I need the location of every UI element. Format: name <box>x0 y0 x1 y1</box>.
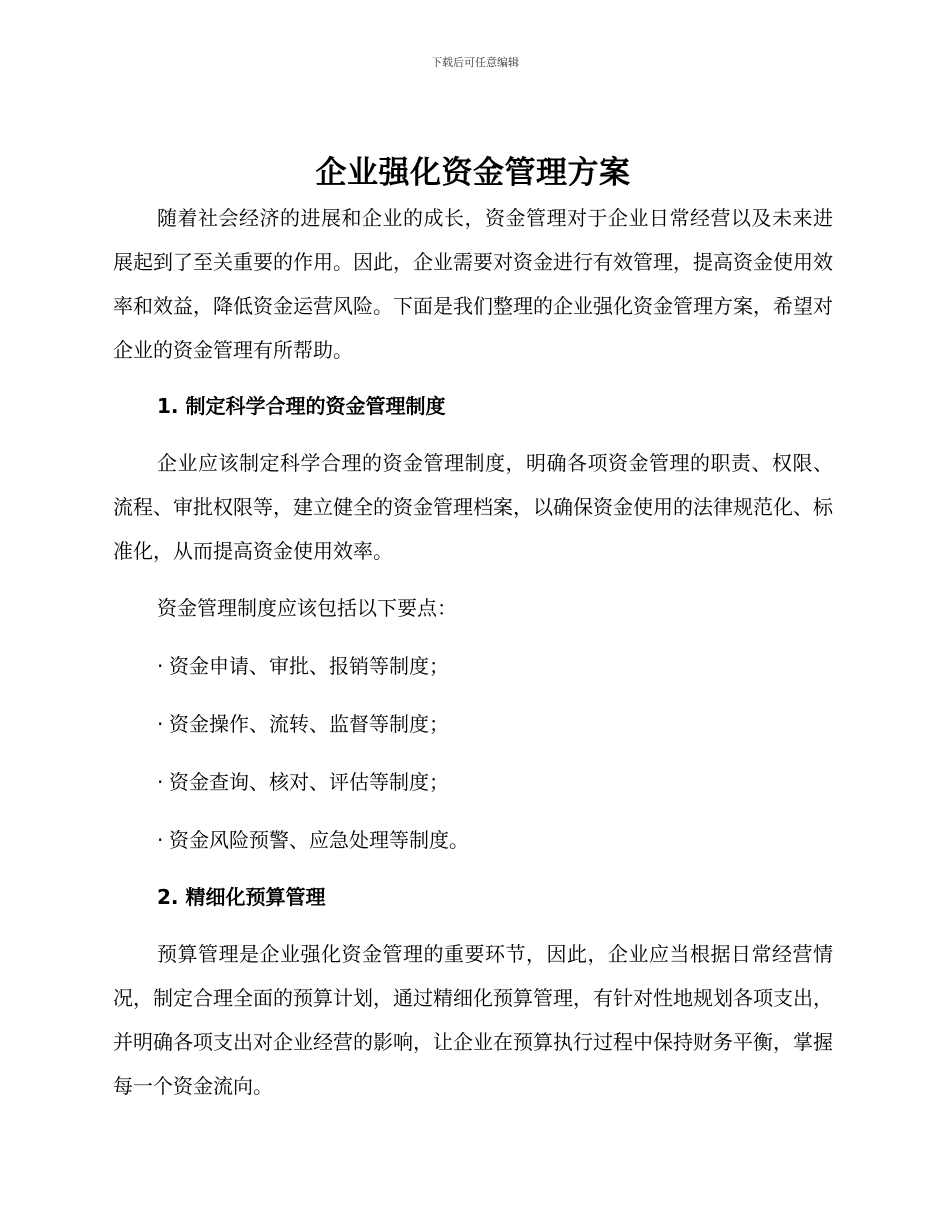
bullet-dot-icon: · <box>157 770 164 794</box>
section-1-list-intro: 资金管理制度应该包括以下要点： <box>157 596 457 620</box>
section-2 <box>113 875 833 1108</box>
list-item <box>113 818 833 862</box>
intro-paragraph: 随着社会经济的进展和企业的成长，资金管理对于企业日常经营以及未来进展起到了至关重要的作用。因此，企业需要对资金进行有效管理，提高资金使用效率和效益，降低资金运营风险。下面是我们整理的企业强化资金管理方案，希望对企业的资金管理有所帮助。 <box>113 206 833 362</box>
list-item <box>113 760 833 804</box>
list-item-text: 资金风险预警、应急处理等制度。 <box>169 828 469 852</box>
section-1-paragraph: 企业应该制定科学合理的资金管理制度，明确各项资金管理的职责、权限、流程、审批权限等，建立健全的资金管理档案，以确保资金使用的法律规范化、标准化，从而提高资金使用效率。 <box>113 451 833 563</box>
header-note: 下载后可任意编辑 <box>431 56 519 69</box>
section-2-heading: 2. 精细化预算管理 <box>157 885 326 909</box>
bullet-dot-icon: · <box>157 654 164 678</box>
list-item-text: 资金查询、核对、评估等制度； <box>169 770 449 794</box>
document-title: 企业强化资金管理方案 <box>315 155 631 191</box>
document-body <box>113 150 833 1108</box>
list-item <box>113 644 833 688</box>
list-item-text: 资金申请、审批、报销等制度； <box>169 654 449 678</box>
bullet-dot-icon: · <box>157 828 164 852</box>
list-item-text: 资金操作、流转、监督等制度； <box>169 712 449 736</box>
section-2-paragraph: 预算管理是企业强化资金管理的重要环节，因此，企业应当根据日常经营情况，制定合理全面的预算计划，通过精细化预算管理，有针对性地规划各项支出，并明确各项支出对企业经营的影响，让企业在预算执行过程中保持财务平衡，掌握每一个资金流向。 <box>113 942 833 1098</box>
list-item <box>113 702 833 746</box>
section-1-heading: 1. 制定科学合理的资金管理制度 <box>157 394 446 418</box>
requirements-list <box>113 644 833 862</box>
bullet-dot-icon: · <box>157 712 164 736</box>
section-1 <box>113 384 833 862</box>
